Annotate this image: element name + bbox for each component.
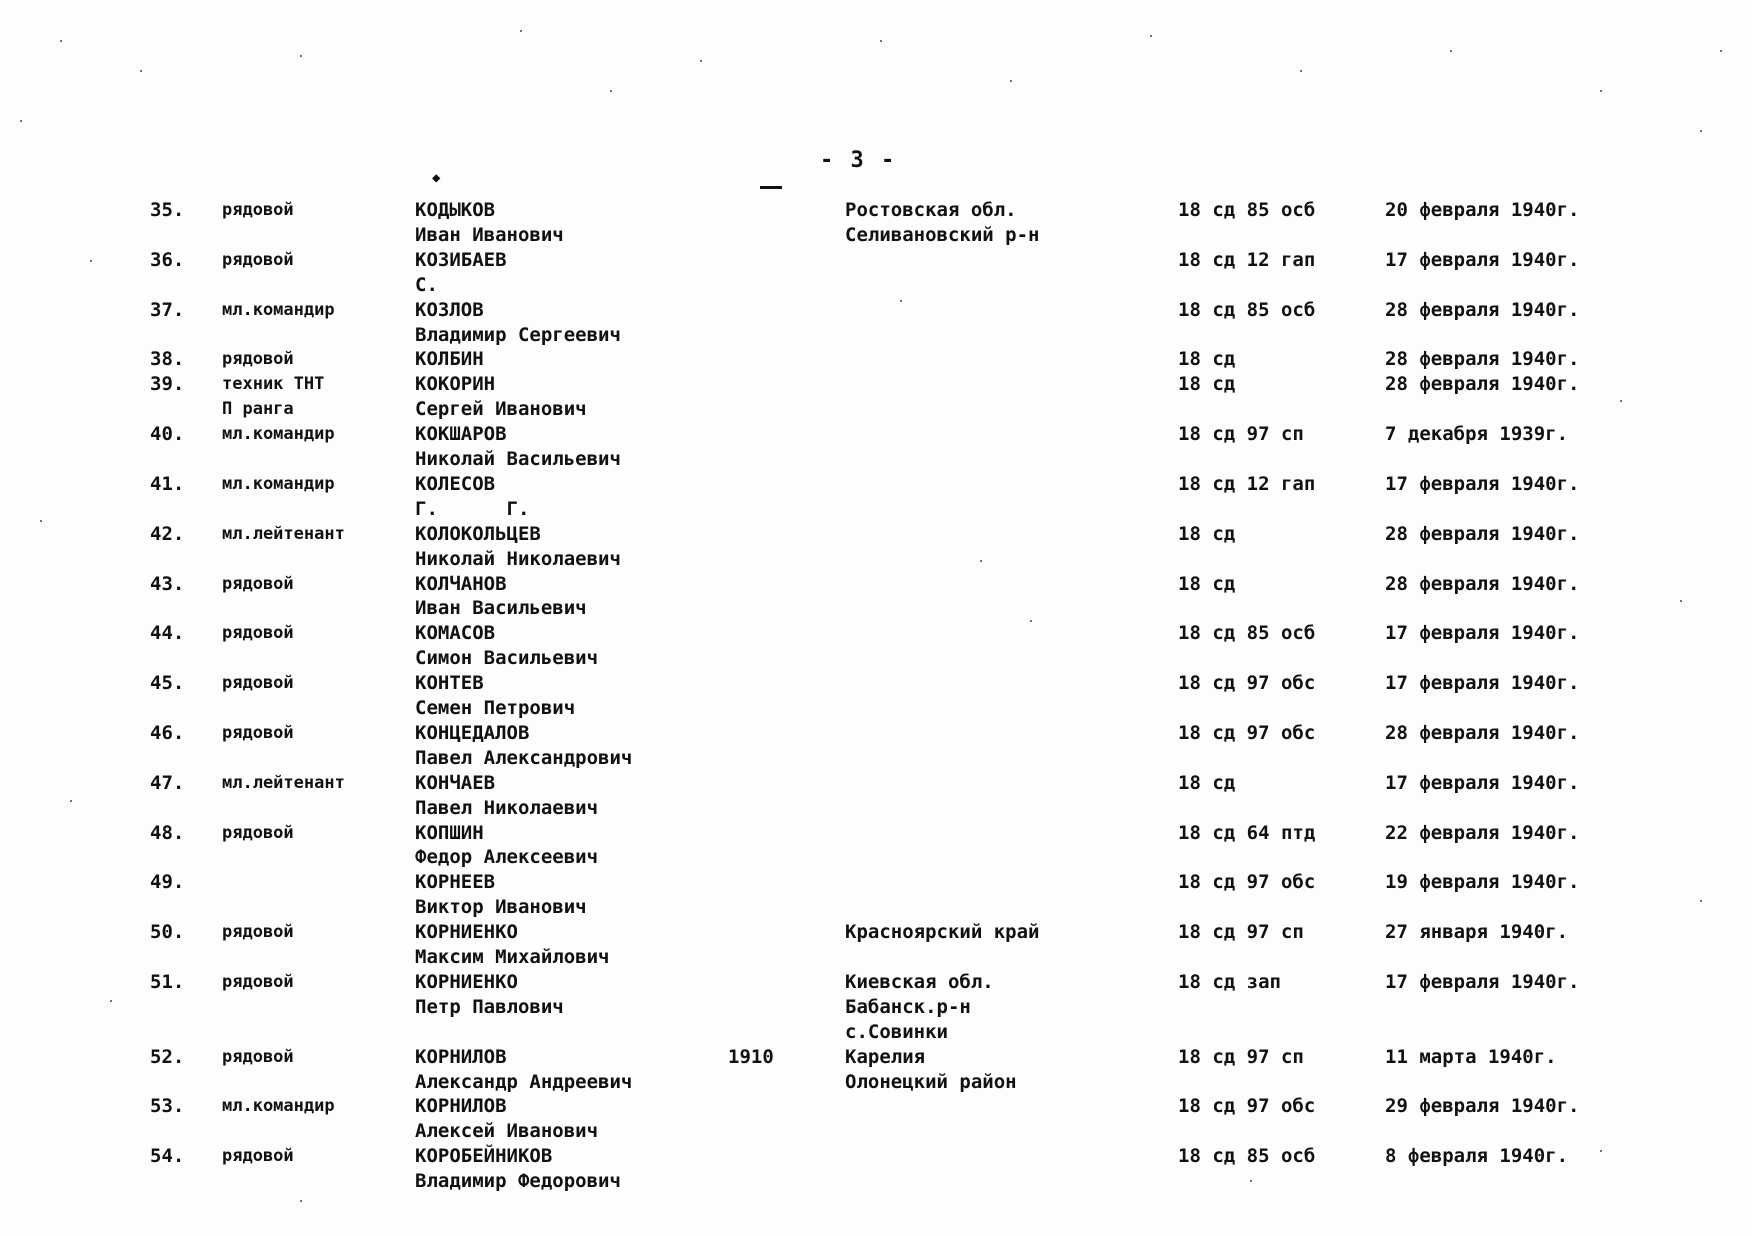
unit-cell: 18 сд 12 гап	[1178, 472, 1316, 495]
scan-speck	[1150, 35, 1152, 37]
entry-number: 43.	[150, 572, 185, 595]
birthplace-cell: Бабанск.р-н	[845, 995, 971, 1018]
name-cell: КОРНИЕНКО	[415, 921, 518, 944]
birthplace-cell: Красноярский край	[845, 921, 1040, 944]
rank-cell: мл.лейтенант	[222, 523, 345, 544]
date-cell: 20 февраля 1940г.	[1385, 199, 1580, 221]
list-row	[0, 323, 1752, 347]
scan-speck	[60, 40, 62, 42]
name-cell: Алексей Иванович	[415, 1120, 599, 1143]
unit-cell: 18 сд	[1178, 348, 1236, 371]
scan-speck	[1250, 1180, 1252, 1182]
name-cell: КОРНИЛОВ	[415, 1045, 507, 1068]
date-cell: 28 февраля 1940г.	[1385, 721, 1580, 744]
list-row	[0, 223, 1752, 247]
list-row	[0, 372, 1752, 396]
rank-cell: рядовой	[222, 1046, 294, 1067]
list-row	[0, 347, 1752, 371]
date-cell: 17 февраля 1940г.	[1385, 672, 1580, 695]
name-cell: КОДЫКОВ	[415, 199, 496, 221]
date-cell: 28 февраля 1940г.	[1385, 348, 1580, 371]
unit-cell: 18 сд	[1178, 572, 1236, 595]
entry-number: 42.	[150, 522, 185, 545]
birth-year-cell: 1910	[728, 1045, 774, 1068]
date-cell: 28 февраля 1940г.	[1385, 522, 1580, 545]
rank-cell: рядовой	[222, 249, 294, 270]
date-cell: 19 февраля 1940г.	[1385, 871, 1580, 894]
name-cell: КОМАСОВ	[415, 622, 496, 645]
rank-cell: рядовой	[222, 1146, 294, 1167]
unit-cell: 18 сд 85 осб	[1178, 622, 1316, 645]
name-cell: Павел Александрович	[415, 746, 633, 769]
list-row	[0, 920, 1752, 944]
name-cell: С.	[415, 273, 438, 296]
birthplace-cell: с.Совинки	[845, 1020, 948, 1043]
date-cell: 28 февраля 1940г.	[1385, 572, 1580, 595]
birthplace-cell: Киевская обл.	[845, 970, 994, 993]
rank-cell: рядовой	[222, 822, 294, 843]
scan-speck	[1600, 90, 1602, 92]
scan-speck	[880, 40, 882, 42]
unit-cell: 18 сд 97 обс	[1178, 721, 1316, 744]
list-row	[0, 696, 1752, 720]
scan-speck	[1030, 620, 1032, 622]
list-row	[0, 1144, 1752, 1168]
list-row	[0, 1094, 1752, 1118]
name-cell: Сергей Иванович	[415, 398, 587, 421]
name-cell: Николай Васильевич	[415, 448, 621, 470]
date-cell: 22 февраля 1940г.	[1385, 821, 1580, 844]
list-row	[0, 596, 1752, 620]
list-row	[0, 1045, 1752, 1069]
scan-speck	[1700, 900, 1702, 902]
unit-cell: 18 сд 97 сп	[1178, 423, 1304, 446]
date-cell: 11 марта 1940г.	[1385, 1045, 1557, 1068]
list-row	[0, 970, 1752, 994]
name-cell: КОЗИБАЕВ	[415, 248, 507, 271]
name-cell: КОРНИЕНКО	[415, 970, 518, 993]
scan-speck	[90, 260, 92, 262]
date-cell: 27 января 1940г.	[1385, 921, 1569, 944]
rank-cell: мл.командир	[222, 299, 335, 320]
list-row	[0, 447, 1752, 471]
rank-cell: рядовой	[222, 722, 294, 743]
name-cell: КОЛБИН	[415, 348, 484, 371]
name-cell: Владимир Сергеевич	[415, 323, 621, 346]
date-cell: 17 февраля 1940г.	[1385, 622, 1580, 645]
rank-cell: рядовой	[222, 623, 294, 644]
name-cell: Павел Николаевич	[415, 796, 599, 819]
entry-number: 45.	[150, 672, 185, 695]
scan-speck	[300, 55, 302, 57]
name-cell: Федор Алексеевич	[415, 846, 599, 869]
rank-cell: мл.лейтенант	[222, 772, 345, 793]
date-cell: 8 февраля 1940г.	[1385, 1145, 1569, 1168]
date-cell: 17 февраля 1940г.	[1385, 771, 1580, 794]
date-cell: 17 февраля 1940г.	[1385, 472, 1580, 495]
scan-speck	[1450, 50, 1452, 52]
unit-cell: 18 сд 97 сп	[1178, 1045, 1304, 1068]
list-row	[0, 572, 1752, 596]
name-cell: Николай Николаевич	[415, 547, 621, 570]
entry-number: 51.	[150, 970, 185, 993]
entry-number: 52.	[150, 1045, 185, 1068]
scan-speck	[20, 120, 22, 122]
name-cell: КОРНЕЕВ	[415, 871, 496, 894]
list-row	[0, 1020, 1752, 1044]
entry-number: 54.	[150, 1145, 185, 1168]
birthplace-cell: Селивановский р-н	[845, 223, 1040, 246]
entry-number: 47.	[150, 771, 185, 794]
name-cell: Максим Михайлович	[415, 946, 610, 968]
list-row	[0, 248, 1752, 272]
rank-cell: рядовой	[222, 971, 294, 992]
list-row	[0, 497, 1752, 521]
name-cell: КОЛЧАНОВ	[415, 572, 507, 595]
entry-number: 41.	[150, 472, 185, 495]
name-cell: КОЛЕСОВ	[415, 472, 496, 495]
scan-speck	[1720, 50, 1722, 52]
unit-cell: 18 сд 97 обс	[1178, 1095, 1316, 1118]
date-cell: 28 февраля 1940г.	[1385, 373, 1580, 396]
rank-cell: П ранга	[222, 399, 294, 420]
list-row	[0, 646, 1752, 670]
scan-speck	[980, 560, 982, 562]
name-cell: КОЛОКОЛЬЦЕВ	[415, 522, 541, 545]
list-row	[0, 845, 1752, 869]
entry-number: 44.	[150, 622, 185, 645]
entry-number: 37.	[150, 298, 185, 321]
scan-speck	[610, 90, 612, 92]
scan-speck	[520, 30, 522, 32]
scan-speck	[300, 1200, 302, 1202]
rank-cell: рядовой	[222, 200, 294, 220]
name-cell: Виктор Иванович	[415, 896, 587, 919]
list-row	[0, 1070, 1752, 1094]
name-cell: Семен Петрович	[415, 697, 576, 719]
list-row	[0, 472, 1752, 496]
entry-number: 48.	[150, 821, 185, 844]
list-row	[0, 945, 1752, 969]
scan-speck	[110, 1000, 112, 1002]
scan-speck	[1620, 400, 1622, 402]
unit-cell: 18 сд 64 птд	[1178, 821, 1316, 844]
list-row	[0, 298, 1752, 322]
entry-number: 35.	[150, 199, 185, 221]
list-row	[0, 422, 1752, 446]
birthplace-cell: Ростовская обл.	[845, 199, 1017, 221]
name-cell: КОПШИН	[415, 821, 484, 844]
date-cell: 17 февраля 1940г.	[1385, 248, 1580, 271]
list-row	[0, 1119, 1752, 1143]
name-cell: КОРОБЕЙНИКОВ	[415, 1145, 553, 1168]
list-row	[0, 671, 1752, 695]
ink-dash	[760, 186, 782, 189]
scan-speck	[40, 520, 42, 522]
unit-cell: 18 сд 97 сп	[1178, 921, 1304, 944]
unit-cell: 18 сд зап	[1178, 970, 1281, 993]
name-cell: Петр Павлович	[415, 995, 564, 1018]
scan-speck	[70, 800, 72, 802]
list-row	[0, 995, 1752, 1019]
name-cell: КОНЦЕДАЛОВ	[415, 721, 530, 744]
scan-speck	[1010, 80, 1012, 82]
unit-cell: 18 сд 97 обс	[1178, 871, 1316, 894]
name-cell: КОНТЕВ	[415, 672, 484, 695]
rank-cell: техник ТНТ	[222, 374, 325, 395]
list-row	[0, 1169, 1752, 1193]
entry-number: 39.	[150, 373, 185, 396]
scan-speck	[900, 300, 902, 302]
unit-cell: 18 сд 85 осб	[1178, 199, 1316, 221]
rank-cell: мл.командир	[222, 473, 335, 494]
unit-cell: 18 сд 12 гап	[1178, 248, 1316, 271]
page-number: - 3 -	[820, 148, 897, 173]
list-row	[0, 895, 1752, 919]
list-row	[0, 821, 1752, 845]
scan-speck	[1300, 70, 1302, 72]
scan-speck	[140, 70, 142, 72]
list-row	[0, 522, 1752, 546]
unit-cell: 18 сд	[1178, 771, 1236, 794]
list-row	[0, 746, 1752, 770]
date-cell: 29 февраля 1940г.	[1385, 1095, 1580, 1118]
rank-cell: мл.командир	[222, 424, 335, 445]
rank-cell: рядовой	[222, 922, 294, 943]
name-cell: Г. Г.	[415, 497, 530, 520]
date-cell: 7 декабря 1939г.	[1385, 423, 1569, 446]
rank-cell: рядовой	[222, 349, 294, 370]
scan-speck	[1680, 600, 1682, 602]
name-cell: КОКШАРОВ	[415, 423, 507, 446]
scan-speck	[700, 60, 702, 62]
list-row	[0, 397, 1752, 421]
rank-cell: мл.командир	[222, 1096, 335, 1117]
entry-number: 53.	[150, 1095, 185, 1118]
list-row	[0, 621, 1752, 645]
name-cell: КОНЧАЕВ	[415, 771, 496, 794]
name-cell: КОЗЛОВ	[415, 298, 484, 321]
ink-dot: ◆	[432, 170, 441, 186]
name-cell: Симон Васильевич	[415, 647, 599, 670]
entry-number: 49.	[150, 871, 185, 894]
name-cell: Владимир Федорович	[415, 1170, 621, 1193]
scan-speck	[1600, 1150, 1602, 1152]
list-row	[0, 547, 1752, 571]
unit-cell: 18 сд	[1178, 373, 1236, 396]
birthplace-cell: Олонецкий район	[845, 1070, 1017, 1093]
list-row	[0, 721, 1752, 745]
unit-cell: 18 сд 85 осб	[1178, 298, 1316, 321]
list-row	[0, 273, 1752, 297]
list-row	[0, 870, 1752, 894]
date-cell: 17 февраля 1940г.	[1385, 970, 1580, 993]
name-cell: КОКОРИН	[415, 373, 496, 396]
list-row	[0, 796, 1752, 820]
list-row	[0, 771, 1752, 795]
name-cell: КОРНИЛОВ	[415, 1095, 507, 1118]
birthplace-cell: Карелия	[845, 1045, 926, 1068]
entry-number: 38.	[150, 348, 185, 371]
scan-speck	[1700, 130, 1702, 132]
entry-number: 50.	[150, 921, 185, 944]
unit-cell: 18 сд	[1178, 522, 1236, 545]
rank-cell: рядовой	[222, 673, 294, 694]
entry-number: 46.	[150, 721, 185, 744]
date-cell: 28 февраля 1940г.	[1385, 298, 1580, 321]
entry-number: 40.	[150, 423, 185, 446]
name-cell: Александр Андреевич	[415, 1070, 633, 1093]
entry-number: 36.	[150, 248, 185, 271]
name-cell: Иван Иванович	[415, 223, 564, 246]
rank-cell: рядовой	[222, 573, 294, 594]
list-row	[0, 198, 1752, 222]
unit-cell: 18 сд 85 осб	[1178, 1145, 1316, 1168]
unit-cell: 18 сд 97 обс	[1178, 672, 1316, 695]
name-cell: Иван Васильевич	[415, 597, 587, 620]
